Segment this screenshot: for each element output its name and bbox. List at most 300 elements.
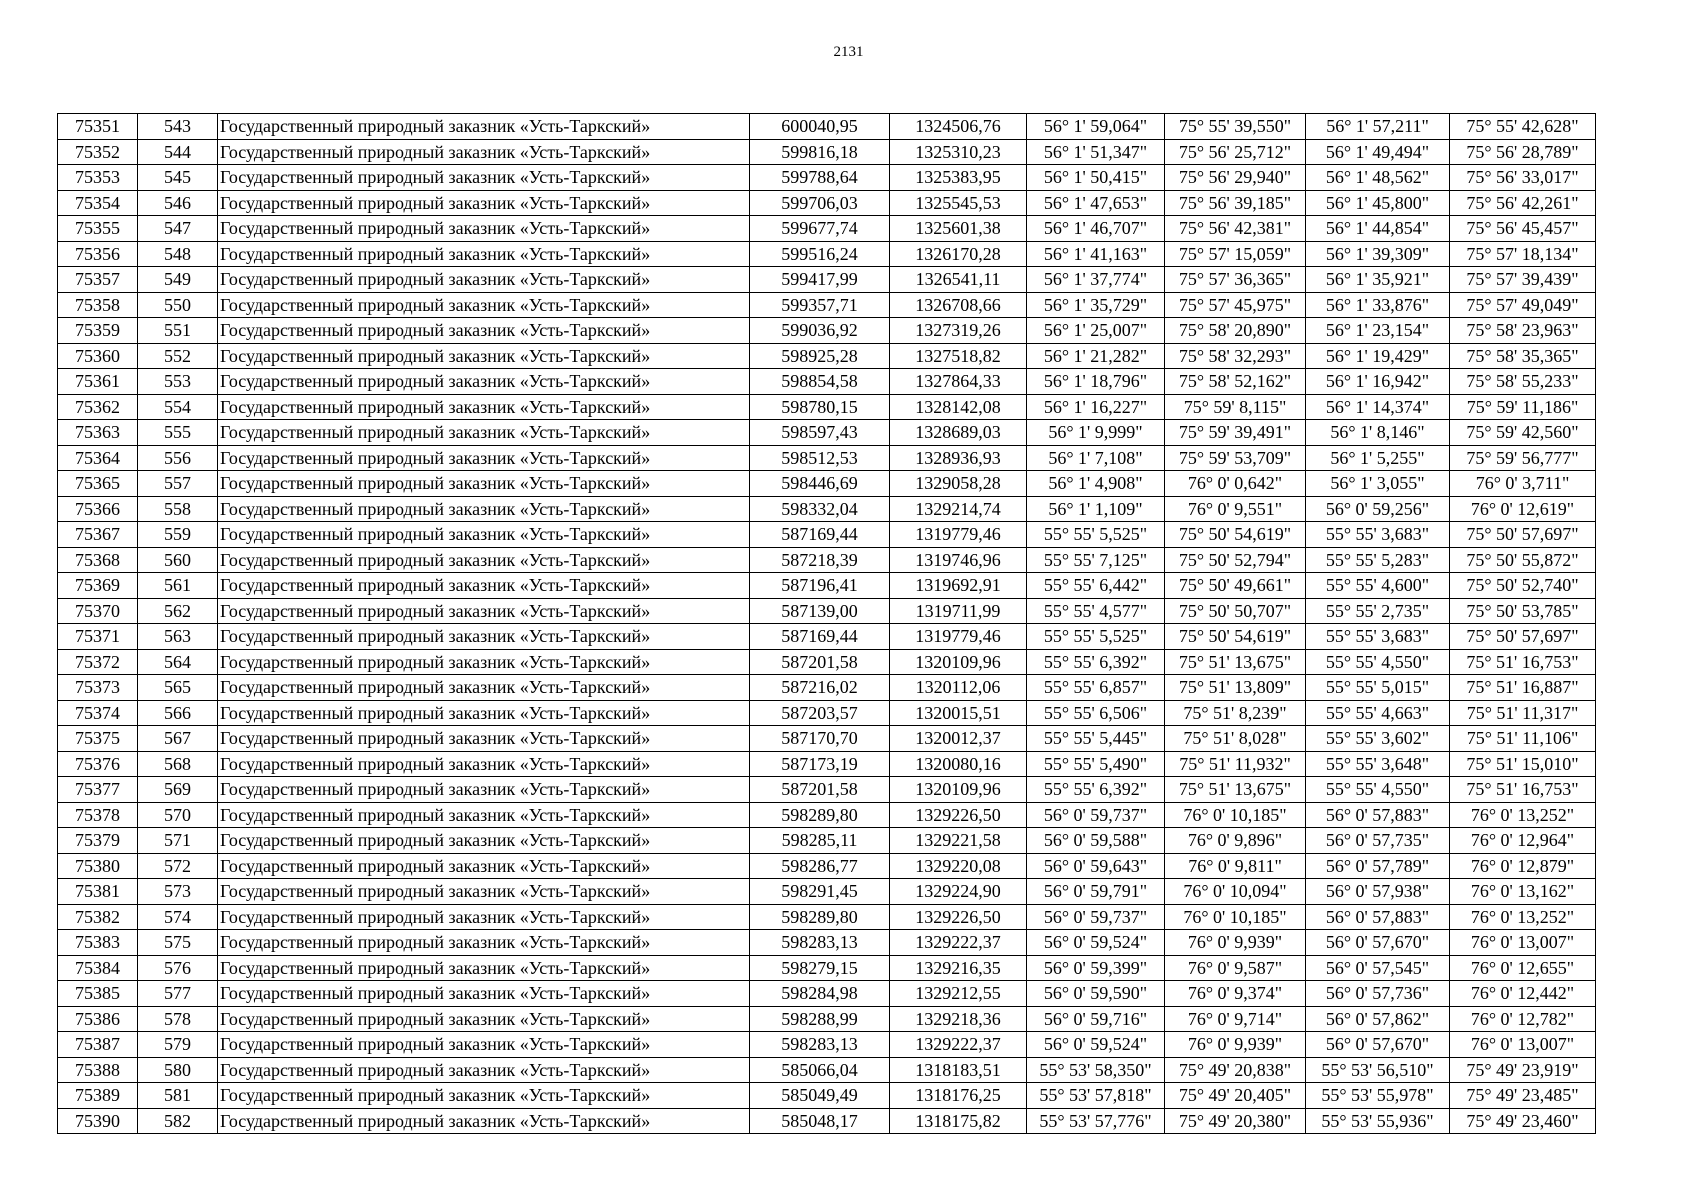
name-cell: Государственный природный заказник «Усть-Таркский» — [218, 165, 750, 191]
x-coordinate-cell: 598925,28 — [750, 343, 890, 369]
latitude-2-cell: 56° 1' 48,562" — [1306, 165, 1450, 191]
latitude-2-cell: 55° 55' 4,663" — [1306, 700, 1450, 726]
longitude-2-cell: 75° 49' 23,460" — [1450, 1108, 1596, 1134]
point-number-cell: 549 — [138, 267, 218, 293]
x-coordinate-cell: 598289,80 — [750, 802, 890, 828]
latitude-2-cell: 55° 55' 4,550" — [1306, 777, 1450, 803]
y-coordinate-cell: 1327864,33 — [890, 369, 1027, 395]
point-number-cell: 559 — [138, 522, 218, 548]
x-coordinate-cell: 598286,77 — [750, 853, 890, 879]
x-coordinate-cell: 599417,99 — [750, 267, 890, 293]
longitude-1-cell: 75° 59' 53,709" — [1165, 445, 1306, 471]
longitude-1-cell: 75° 51' 13,675" — [1165, 649, 1306, 675]
latitude-2-cell: 56° 1' 33,876" — [1306, 292, 1450, 318]
longitude-1-cell: 76° 0' 0,642" — [1165, 471, 1306, 497]
row-number-cell: 75354 — [58, 190, 138, 216]
latitude-2-cell: 56° 1' 39,309" — [1306, 241, 1450, 267]
longitude-1-cell: 75° 59' 8,115" — [1165, 394, 1306, 420]
longitude-1-cell: 75° 50' 50,707" — [1165, 598, 1306, 624]
name-cell: Государственный природный заказник «Усть-Таркский» — [218, 139, 750, 165]
longitude-2-cell: 76° 0' 12,619" — [1450, 496, 1596, 522]
x-coordinate-cell: 587139,00 — [750, 598, 890, 624]
table-row — [58, 981, 1596, 1007]
name-cell: Государственный природный заказник «Усть-Таркский» — [218, 726, 750, 752]
x-coordinate-cell: 587169,44 — [750, 522, 890, 548]
name-cell: Государственный природный заказник «Усть-Таркский» — [218, 114, 750, 140]
x-coordinate-cell: 587169,44 — [750, 624, 890, 650]
y-coordinate-cell: 1327518,82 — [890, 343, 1027, 369]
point-number-cell: 551 — [138, 318, 218, 344]
name-cell: Государственный природный заказник «Усть-Таркский» — [218, 700, 750, 726]
longitude-1-cell: 75° 58' 52,162" — [1165, 369, 1306, 395]
table-row — [58, 904, 1596, 930]
x-coordinate-cell: 599816,18 — [750, 139, 890, 165]
longitude-2-cell: 75° 57' 18,134" — [1450, 241, 1596, 267]
latitude-1-cell: 56° 0' 59,524" — [1027, 930, 1165, 956]
longitude-2-cell: 75° 50' 57,697" — [1450, 624, 1596, 650]
point-number-cell: 558 — [138, 496, 218, 522]
latitude-1-cell: 56° 1' 4,908" — [1027, 471, 1165, 497]
latitude-2-cell: 56° 1' 35,921" — [1306, 267, 1450, 293]
latitude-2-cell: 56° 0' 57,670" — [1306, 930, 1450, 956]
name-cell: Государственный природный заказник «Усть-Таркский» — [218, 267, 750, 293]
latitude-2-cell: 56° 0' 57,735" — [1306, 828, 1450, 854]
point-number-cell: 552 — [138, 343, 218, 369]
row-number-cell: 75371 — [58, 624, 138, 650]
point-number-cell: 569 — [138, 777, 218, 803]
longitude-1-cell: 75° 51' 13,809" — [1165, 675, 1306, 701]
point-number-cell: 568 — [138, 751, 218, 777]
y-coordinate-cell: 1325601,38 — [890, 216, 1027, 242]
point-number-cell: 546 — [138, 190, 218, 216]
longitude-2-cell: 75° 50' 52,740" — [1450, 573, 1596, 599]
longitude-2-cell: 75° 59' 42,560" — [1450, 420, 1596, 446]
y-coordinate-cell: 1325310,23 — [890, 139, 1027, 165]
latitude-2-cell: 55° 55' 2,735" — [1306, 598, 1450, 624]
x-coordinate-cell: 599677,74 — [750, 216, 890, 242]
row-number-cell: 75382 — [58, 904, 138, 930]
point-number-cell: 560 — [138, 547, 218, 573]
longitude-1-cell: 75° 51' 11,932" — [1165, 751, 1306, 777]
longitude-1-cell: 75° 55' 39,550" — [1165, 114, 1306, 140]
row-number-cell: 75372 — [58, 649, 138, 675]
x-coordinate-cell: 598288,99 — [750, 1006, 890, 1032]
longitude-1-cell: 75° 58' 20,890" — [1165, 318, 1306, 344]
longitude-1-cell: 76° 0' 9,714" — [1165, 1006, 1306, 1032]
row-number-cell: 75379 — [58, 828, 138, 854]
latitude-1-cell: 56° 1' 41,163" — [1027, 241, 1165, 267]
y-coordinate-cell: 1320109,96 — [890, 777, 1027, 803]
name-cell: Государственный природный заказник «Усть-Таркский» — [218, 445, 750, 471]
point-number-cell: 567 — [138, 726, 218, 752]
table-row — [58, 1108, 1596, 1134]
longitude-1-cell: 75° 57' 45,975" — [1165, 292, 1306, 318]
row-number-cell: 75359 — [58, 318, 138, 344]
row-number-cell: 75367 — [58, 522, 138, 548]
latitude-1-cell: 55° 55' 5,445" — [1027, 726, 1165, 752]
table-row — [58, 700, 1596, 726]
point-number-cell: 574 — [138, 904, 218, 930]
row-number-cell: 75360 — [58, 343, 138, 369]
point-number-cell: 543 — [138, 114, 218, 140]
name-cell: Государственный природный заказник «Усть-Таркский» — [218, 190, 750, 216]
table-row — [58, 190, 1596, 216]
latitude-2-cell: 56° 0' 57,938" — [1306, 879, 1450, 905]
longitude-2-cell: 75° 49' 23,919" — [1450, 1057, 1596, 1083]
latitude-1-cell: 56° 1' 51,347" — [1027, 139, 1165, 165]
y-coordinate-cell: 1329222,37 — [890, 1032, 1027, 1058]
y-coordinate-cell: 1329214,74 — [890, 496, 1027, 522]
x-coordinate-cell: 598279,15 — [750, 955, 890, 981]
latitude-1-cell: 55° 53' 58,350" — [1027, 1057, 1165, 1083]
latitude-1-cell: 56° 0' 59,737" — [1027, 904, 1165, 930]
longitude-1-cell: 75° 50' 52,794" — [1165, 547, 1306, 573]
y-coordinate-cell: 1329226,50 — [890, 802, 1027, 828]
table-row — [58, 496, 1596, 522]
y-coordinate-cell: 1319711,99 — [890, 598, 1027, 624]
longitude-2-cell: 75° 51' 16,753" — [1450, 777, 1596, 803]
longitude-2-cell: 75° 50' 57,697" — [1450, 522, 1596, 548]
table-row — [58, 394, 1596, 420]
point-number-cell: 547 — [138, 216, 218, 242]
table-row — [58, 165, 1596, 191]
y-coordinate-cell: 1320112,06 — [890, 675, 1027, 701]
point-number-cell: 581 — [138, 1083, 218, 1109]
table-row — [58, 1032, 1596, 1058]
name-cell: Государственный природный заказник «Усть-Таркский» — [218, 802, 750, 828]
point-number-cell: 564 — [138, 649, 218, 675]
x-coordinate-cell: 585049,49 — [750, 1083, 890, 1109]
name-cell: Государственный природный заказник «Усть-Таркский» — [218, 598, 750, 624]
longitude-1-cell: 75° 57' 15,059" — [1165, 241, 1306, 267]
longitude-2-cell: 75° 50' 55,872" — [1450, 547, 1596, 573]
table-row — [58, 853, 1596, 879]
longitude-2-cell: 75° 49' 23,485" — [1450, 1083, 1596, 1109]
longitude-2-cell: 76° 0' 13,162" — [1450, 879, 1596, 905]
row-number-cell: 75381 — [58, 879, 138, 905]
name-cell: Государственный природный заказник «Усть-Таркский» — [218, 394, 750, 420]
table-row — [58, 955, 1596, 981]
row-number-cell: 75351 — [58, 114, 138, 140]
latitude-1-cell: 55° 55' 5,525" — [1027, 522, 1165, 548]
longitude-2-cell: 75° 51' 16,753" — [1450, 649, 1596, 675]
y-coordinate-cell: 1329224,90 — [890, 879, 1027, 905]
longitude-1-cell: 76° 0' 9,939" — [1165, 930, 1306, 956]
x-coordinate-cell: 598283,13 — [750, 930, 890, 956]
table-row — [58, 369, 1596, 395]
longitude-1-cell: 75° 59' 39,491" — [1165, 420, 1306, 446]
row-number-cell: 75390 — [58, 1108, 138, 1134]
latitude-1-cell: 56° 1' 35,729" — [1027, 292, 1165, 318]
longitude-1-cell: 75° 50' 49,661" — [1165, 573, 1306, 599]
row-number-cell: 75385 — [58, 981, 138, 1007]
name-cell: Государственный природный заказник «Усть-Таркский» — [218, 675, 750, 701]
name-cell: Государственный природный заказник «Усть-Таркский» — [218, 1057, 750, 1083]
point-number-cell: 582 — [138, 1108, 218, 1134]
latitude-2-cell: 56° 0' 57,883" — [1306, 904, 1450, 930]
latitude-2-cell: 56° 1' 3,055" — [1306, 471, 1450, 497]
name-cell: Государственный природный заказник «Усть-Таркский» — [218, 751, 750, 777]
latitude-1-cell: 56° 1' 25,007" — [1027, 318, 1165, 344]
latitude-1-cell: 56° 0' 59,590" — [1027, 981, 1165, 1007]
longitude-1-cell: 76° 0' 9,939" — [1165, 1032, 1306, 1058]
latitude-1-cell: 55° 55' 6,392" — [1027, 649, 1165, 675]
longitude-1-cell: 75° 58' 32,293" — [1165, 343, 1306, 369]
y-coordinate-cell: 1329226,50 — [890, 904, 1027, 930]
x-coordinate-cell: 587203,57 — [750, 700, 890, 726]
y-coordinate-cell: 1325545,53 — [890, 190, 1027, 216]
latitude-1-cell: 56° 1' 37,774" — [1027, 267, 1165, 293]
longitude-1-cell: 76° 0' 9,587" — [1165, 955, 1306, 981]
x-coordinate-cell: 587201,58 — [750, 777, 890, 803]
table-row — [58, 318, 1596, 344]
y-coordinate-cell: 1320012,37 — [890, 726, 1027, 752]
latitude-2-cell: 55° 53' 56,510" — [1306, 1057, 1450, 1083]
y-coordinate-cell: 1329216,35 — [890, 955, 1027, 981]
row-number-cell: 75374 — [58, 700, 138, 726]
longitude-2-cell: 76° 0' 12,782" — [1450, 1006, 1596, 1032]
longitude-2-cell: 76° 0' 13,252" — [1450, 802, 1596, 828]
row-number-cell: 75368 — [58, 547, 138, 573]
latitude-2-cell: 56° 1' 49,494" — [1306, 139, 1450, 165]
longitude-1-cell: 76° 0' 9,551" — [1165, 496, 1306, 522]
point-number-cell: 561 — [138, 573, 218, 599]
row-number-cell: 75353 — [58, 165, 138, 191]
row-number-cell: 75389 — [58, 1083, 138, 1109]
longitude-1-cell: 76° 0' 9,811" — [1165, 853, 1306, 879]
latitude-1-cell: 56° 0' 59,737" — [1027, 802, 1165, 828]
x-coordinate-cell: 585066,04 — [750, 1057, 890, 1083]
point-number-cell: 562 — [138, 598, 218, 624]
latitude-2-cell: 56° 1' 57,211" — [1306, 114, 1450, 140]
name-cell: Государственный природный заказник «Усть-Таркский» — [218, 1108, 750, 1134]
latitude-1-cell: 56° 1' 7,108" — [1027, 445, 1165, 471]
longitude-1-cell: 75° 51' 8,028" — [1165, 726, 1306, 752]
latitude-1-cell: 56° 1' 9,999" — [1027, 420, 1165, 446]
longitude-1-cell: 76° 0' 9,374" — [1165, 981, 1306, 1007]
row-number-cell: 75357 — [58, 267, 138, 293]
row-number-cell: 75378 — [58, 802, 138, 828]
y-coordinate-cell: 1318176,25 — [890, 1083, 1027, 1109]
latitude-1-cell: 55° 55' 6,442" — [1027, 573, 1165, 599]
longitude-2-cell: 75° 58' 35,365" — [1450, 343, 1596, 369]
latitude-1-cell: 56° 0' 59,524" — [1027, 1032, 1165, 1058]
y-coordinate-cell: 1328142,08 — [890, 394, 1027, 420]
y-coordinate-cell: 1319746,96 — [890, 547, 1027, 573]
point-number-cell: 575 — [138, 930, 218, 956]
y-coordinate-cell: 1318175,82 — [890, 1108, 1027, 1134]
name-cell: Государственный природный заказник «Усть-Таркский» — [218, 1032, 750, 1058]
name-cell: Государственный природный заказник «Усть-Таркский» — [218, 904, 750, 930]
point-number-cell: 571 — [138, 828, 218, 854]
longitude-2-cell: 76° 0' 13,007" — [1450, 1032, 1596, 1058]
name-cell: Государственный природный заказник «Усть-Таркский» — [218, 318, 750, 344]
latitude-2-cell: 56° 1' 45,800" — [1306, 190, 1450, 216]
table-row — [58, 1083, 1596, 1109]
table-row — [58, 241, 1596, 267]
latitude-2-cell: 56° 0' 59,256" — [1306, 496, 1450, 522]
x-coordinate-cell: 598285,11 — [750, 828, 890, 854]
row-number-cell: 75376 — [58, 751, 138, 777]
latitude-1-cell: 55° 53' 57,776" — [1027, 1108, 1165, 1134]
latitude-2-cell: 56° 1' 19,429" — [1306, 343, 1450, 369]
latitude-2-cell: 56° 0' 57,736" — [1306, 981, 1450, 1007]
name-cell: Государственный природный заказник «Усть-Таркский» — [218, 471, 750, 497]
longitude-2-cell: 75° 57' 39,439" — [1450, 267, 1596, 293]
point-number-cell: 555 — [138, 420, 218, 446]
x-coordinate-cell: 598289,80 — [750, 904, 890, 930]
row-number-cell: 75362 — [58, 394, 138, 420]
longitude-1-cell: 75° 56' 29,940" — [1165, 165, 1306, 191]
x-coordinate-cell: 587173,19 — [750, 751, 890, 777]
x-coordinate-cell: 587170,70 — [750, 726, 890, 752]
point-number-cell: 550 — [138, 292, 218, 318]
name-cell: Государственный природный заказник «Усть-Таркский» — [218, 828, 750, 854]
longitude-1-cell: 75° 51' 13,675" — [1165, 777, 1306, 803]
table-row — [58, 777, 1596, 803]
longitude-2-cell: 75° 56' 42,261" — [1450, 190, 1596, 216]
longitude-1-cell: 76° 0' 10,094" — [1165, 879, 1306, 905]
y-coordinate-cell: 1319779,46 — [890, 624, 1027, 650]
point-number-cell: 548 — [138, 241, 218, 267]
longitude-1-cell: 75° 51' 8,239" — [1165, 700, 1306, 726]
name-cell: Государственный природный заказник «Усть-Таркский» — [218, 955, 750, 981]
longitude-2-cell: 75° 59' 11,186" — [1450, 394, 1596, 420]
table-row — [58, 726, 1596, 752]
table-row — [58, 343, 1596, 369]
x-coordinate-cell: 587218,39 — [750, 547, 890, 573]
x-coordinate-cell: 598446,69 — [750, 471, 890, 497]
name-cell: Государственный природный заказник «Усть-Таркский» — [218, 547, 750, 573]
longitude-1-cell: 75° 56' 39,185" — [1165, 190, 1306, 216]
longitude-2-cell: 75° 56' 28,789" — [1450, 139, 1596, 165]
page-number: 2131 — [833, 44, 864, 60]
x-coordinate-cell: 598512,53 — [750, 445, 890, 471]
name-cell: Государственный природный заказник «Усть-Таркский» — [218, 649, 750, 675]
name-cell: Государственный природный заказник «Усть-Таркский» — [218, 777, 750, 803]
y-coordinate-cell: 1329220,08 — [890, 853, 1027, 879]
table-row — [58, 879, 1596, 905]
point-number-cell: 553 — [138, 369, 218, 395]
table-row — [58, 139, 1596, 165]
latitude-2-cell: 55° 55' 5,283" — [1306, 547, 1450, 573]
y-coordinate-cell: 1327319,26 — [890, 318, 1027, 344]
name-cell: Государственный природный заказник «Усть-Таркский» — [218, 343, 750, 369]
latitude-2-cell: 56° 0' 57,862" — [1306, 1006, 1450, 1032]
latitude-2-cell: 56° 1' 16,942" — [1306, 369, 1450, 395]
longitude-1-cell: 75° 50' 54,619" — [1165, 624, 1306, 650]
longitude-1-cell: 75° 50' 54,619" — [1165, 522, 1306, 548]
latitude-1-cell: 56° 0' 59,588" — [1027, 828, 1165, 854]
point-number-cell: 572 — [138, 853, 218, 879]
longitude-1-cell: 75° 56' 25,712" — [1165, 139, 1306, 165]
row-number-cell: 75358 — [58, 292, 138, 318]
table-row — [58, 292, 1596, 318]
table-row — [58, 675, 1596, 701]
latitude-1-cell: 56° 0' 59,643" — [1027, 853, 1165, 879]
longitude-2-cell: 75° 55' 42,628" — [1450, 114, 1596, 140]
latitude-2-cell: 55° 55' 4,550" — [1306, 649, 1450, 675]
y-coordinate-cell: 1324506,76 — [890, 114, 1027, 140]
y-coordinate-cell: 1329218,36 — [890, 1006, 1027, 1032]
name-cell: Государственный природный заказник «Усть-Таркский» — [218, 522, 750, 548]
row-number-cell: 75387 — [58, 1032, 138, 1058]
x-coordinate-cell: 598284,98 — [750, 981, 890, 1007]
point-number-cell: 545 — [138, 165, 218, 191]
latitude-2-cell: 56° 1' 14,374" — [1306, 394, 1450, 420]
latitude-1-cell: 55° 55' 6,506" — [1027, 700, 1165, 726]
longitude-2-cell: 75° 56' 33,017" — [1450, 165, 1596, 191]
row-number-cell: 75366 — [58, 496, 138, 522]
table-row — [58, 802, 1596, 828]
table-row — [58, 930, 1596, 956]
longitude-1-cell: 75° 49' 20,838" — [1165, 1057, 1306, 1083]
point-number-cell: 557 — [138, 471, 218, 497]
latitude-2-cell: 55° 55' 3,602" — [1306, 726, 1450, 752]
x-coordinate-cell: 587216,02 — [750, 675, 890, 701]
x-coordinate-cell: 599036,92 — [750, 318, 890, 344]
row-number-cell: 75386 — [58, 1006, 138, 1032]
latitude-2-cell: 56° 0' 57,670" — [1306, 1032, 1450, 1058]
latitude-1-cell: 56° 1' 59,064" — [1027, 114, 1165, 140]
y-coordinate-cell: 1318183,51 — [890, 1057, 1027, 1083]
point-number-cell: 563 — [138, 624, 218, 650]
latitude-2-cell: 55° 55' 3,683" — [1306, 624, 1450, 650]
name-cell: Государственный природный заказник «Усть-Таркский» — [218, 1083, 750, 1109]
latitude-2-cell: 55° 55' 3,648" — [1306, 751, 1450, 777]
table-row — [58, 216, 1596, 242]
longitude-2-cell: 76° 0' 12,879" — [1450, 853, 1596, 879]
y-coordinate-cell: 1325383,95 — [890, 165, 1027, 191]
latitude-2-cell: 56° 0' 57,545" — [1306, 955, 1450, 981]
row-number-cell: 75370 — [58, 598, 138, 624]
name-cell: Государственный природный заказник «Усть-Таркский» — [218, 853, 750, 879]
x-coordinate-cell: 587196,41 — [750, 573, 890, 599]
point-number-cell: 566 — [138, 700, 218, 726]
point-number-cell: 544 — [138, 139, 218, 165]
coordinates-table — [57, 113, 1596, 1134]
latitude-2-cell: 56° 0' 57,883" — [1306, 802, 1450, 828]
row-number-cell: 75369 — [58, 573, 138, 599]
latitude-2-cell: 55° 55' 5,015" — [1306, 675, 1450, 701]
longitude-2-cell: 76° 0' 13,007" — [1450, 930, 1596, 956]
latitude-1-cell: 56° 0' 59,716" — [1027, 1006, 1165, 1032]
name-cell: Государственный природный заказник «Усть-Таркский» — [218, 573, 750, 599]
latitude-2-cell: 56° 1' 44,854" — [1306, 216, 1450, 242]
table-body — [58, 114, 1596, 1134]
row-number-cell: 75377 — [58, 777, 138, 803]
longitude-2-cell: 75° 50' 53,785" — [1450, 598, 1596, 624]
row-number-cell: 75383 — [58, 930, 138, 956]
row-number-cell: 75388 — [58, 1057, 138, 1083]
name-cell: Государственный природный заказник «Усть-Таркский» — [218, 496, 750, 522]
point-number-cell: 554 — [138, 394, 218, 420]
x-coordinate-cell: 585048,17 — [750, 1108, 890, 1134]
point-number-cell: 570 — [138, 802, 218, 828]
row-number-cell: 75384 — [58, 955, 138, 981]
row-number-cell: 75375 — [58, 726, 138, 752]
x-coordinate-cell: 599788,64 — [750, 165, 890, 191]
longitude-2-cell: 75° 51' 16,887" — [1450, 675, 1596, 701]
longitude-1-cell: 75° 49' 20,380" — [1165, 1108, 1306, 1134]
table-row — [58, 1057, 1596, 1083]
latitude-1-cell: 56° 1' 16,227" — [1027, 394, 1165, 420]
y-coordinate-cell: 1320080,16 — [890, 751, 1027, 777]
latitude-1-cell: 56° 0' 59,791" — [1027, 879, 1165, 905]
longitude-1-cell: 76° 0' 9,896" — [1165, 828, 1306, 854]
name-cell: Государственный природный заказник «Усть-Таркский» — [218, 1006, 750, 1032]
row-number-cell: 75363 — [58, 420, 138, 446]
